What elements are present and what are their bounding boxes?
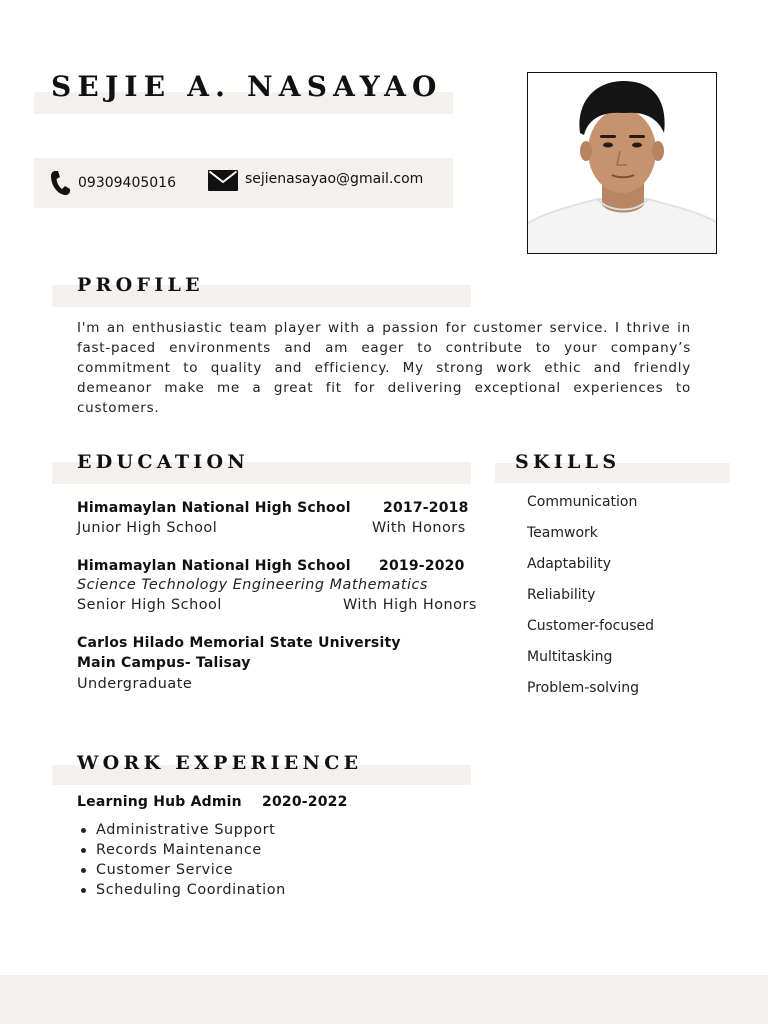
envelope-icon (208, 170, 238, 191)
work-years: 2020-2022 (262, 794, 348, 810)
skill-item: Teamwork (527, 525, 598, 541)
education-level: Undergraduate (77, 676, 193, 692)
work-duty-label: Customer Service (96, 862, 234, 878)
skill-item: Customer-focused (527, 618, 655, 634)
work-duty (77, 820, 286, 840)
education-strand: Science Technology Engineering Mathematics (77, 577, 428, 593)
work-heading: WORK EXPERIENCE (77, 752, 363, 774)
applicant-name: SEJIE A. NASAYAO (51, 70, 443, 103)
bullet-icon (81, 888, 86, 893)
profile-summary: I'm an enthusiastic team player with a passion for customer service. I thrive in fast-paced environments and am eager to contribute to your company’s commitment to quality and efficiency. My strong work ethic and friendly demeanor make me a great fit for delivering exceptional experiences to customers. (77, 320, 691, 416)
work-duty-label: Administrative Support (96, 822, 276, 838)
education-level: Junior High School (77, 520, 218, 536)
skills-heading: SKILLS (515, 451, 621, 473)
phone-icon (50, 170, 72, 196)
profile-photo (527, 72, 717, 254)
work-duties-list (77, 820, 286, 900)
footer-band (0, 975, 768, 1024)
education-years: 2019-2020 (379, 558, 465, 574)
skill-item: Multitasking (527, 649, 613, 665)
education-honors: With High Honors (343, 597, 477, 613)
education-school: Carlos Hilado Memorial State University (77, 635, 401, 651)
education-campus: Main Campus- Talisay (77, 655, 251, 671)
work-title: Learning Hub Admin (77, 794, 242, 810)
education-level: Senior High School (77, 597, 222, 613)
education-honors: With Honors (372, 520, 466, 536)
skill-item: Adaptability (527, 556, 612, 572)
profile-heading: PROFILE (77, 274, 204, 296)
education-school: Himamaylan National High School (77, 500, 351, 516)
skill-item: Reliability (527, 587, 596, 603)
bullet-icon (81, 848, 86, 853)
skill-item: Communication (527, 494, 638, 510)
email-address: sejienasayao@gmail.com (245, 170, 424, 187)
phone-number: 09309405016 (78, 175, 176, 191)
work-duty-label: Scheduling Coordination (96, 882, 286, 898)
email-contact[interactable] (208, 170, 423, 191)
work-duty-label: Records Maintenance (96, 842, 262, 858)
skill-item: Problem-solving (527, 680, 639, 696)
work-duty (77, 840, 286, 860)
education-school: Himamaylan National High School (77, 558, 351, 574)
education-years: 2017-2018 (383, 500, 469, 516)
bullet-icon (81, 868, 86, 873)
bullet-icon (81, 828, 86, 833)
work-duty (77, 880, 286, 900)
phone-contact[interactable] (50, 170, 176, 196)
work-duty (77, 860, 286, 880)
education-heading: EDUCATION (77, 451, 249, 473)
